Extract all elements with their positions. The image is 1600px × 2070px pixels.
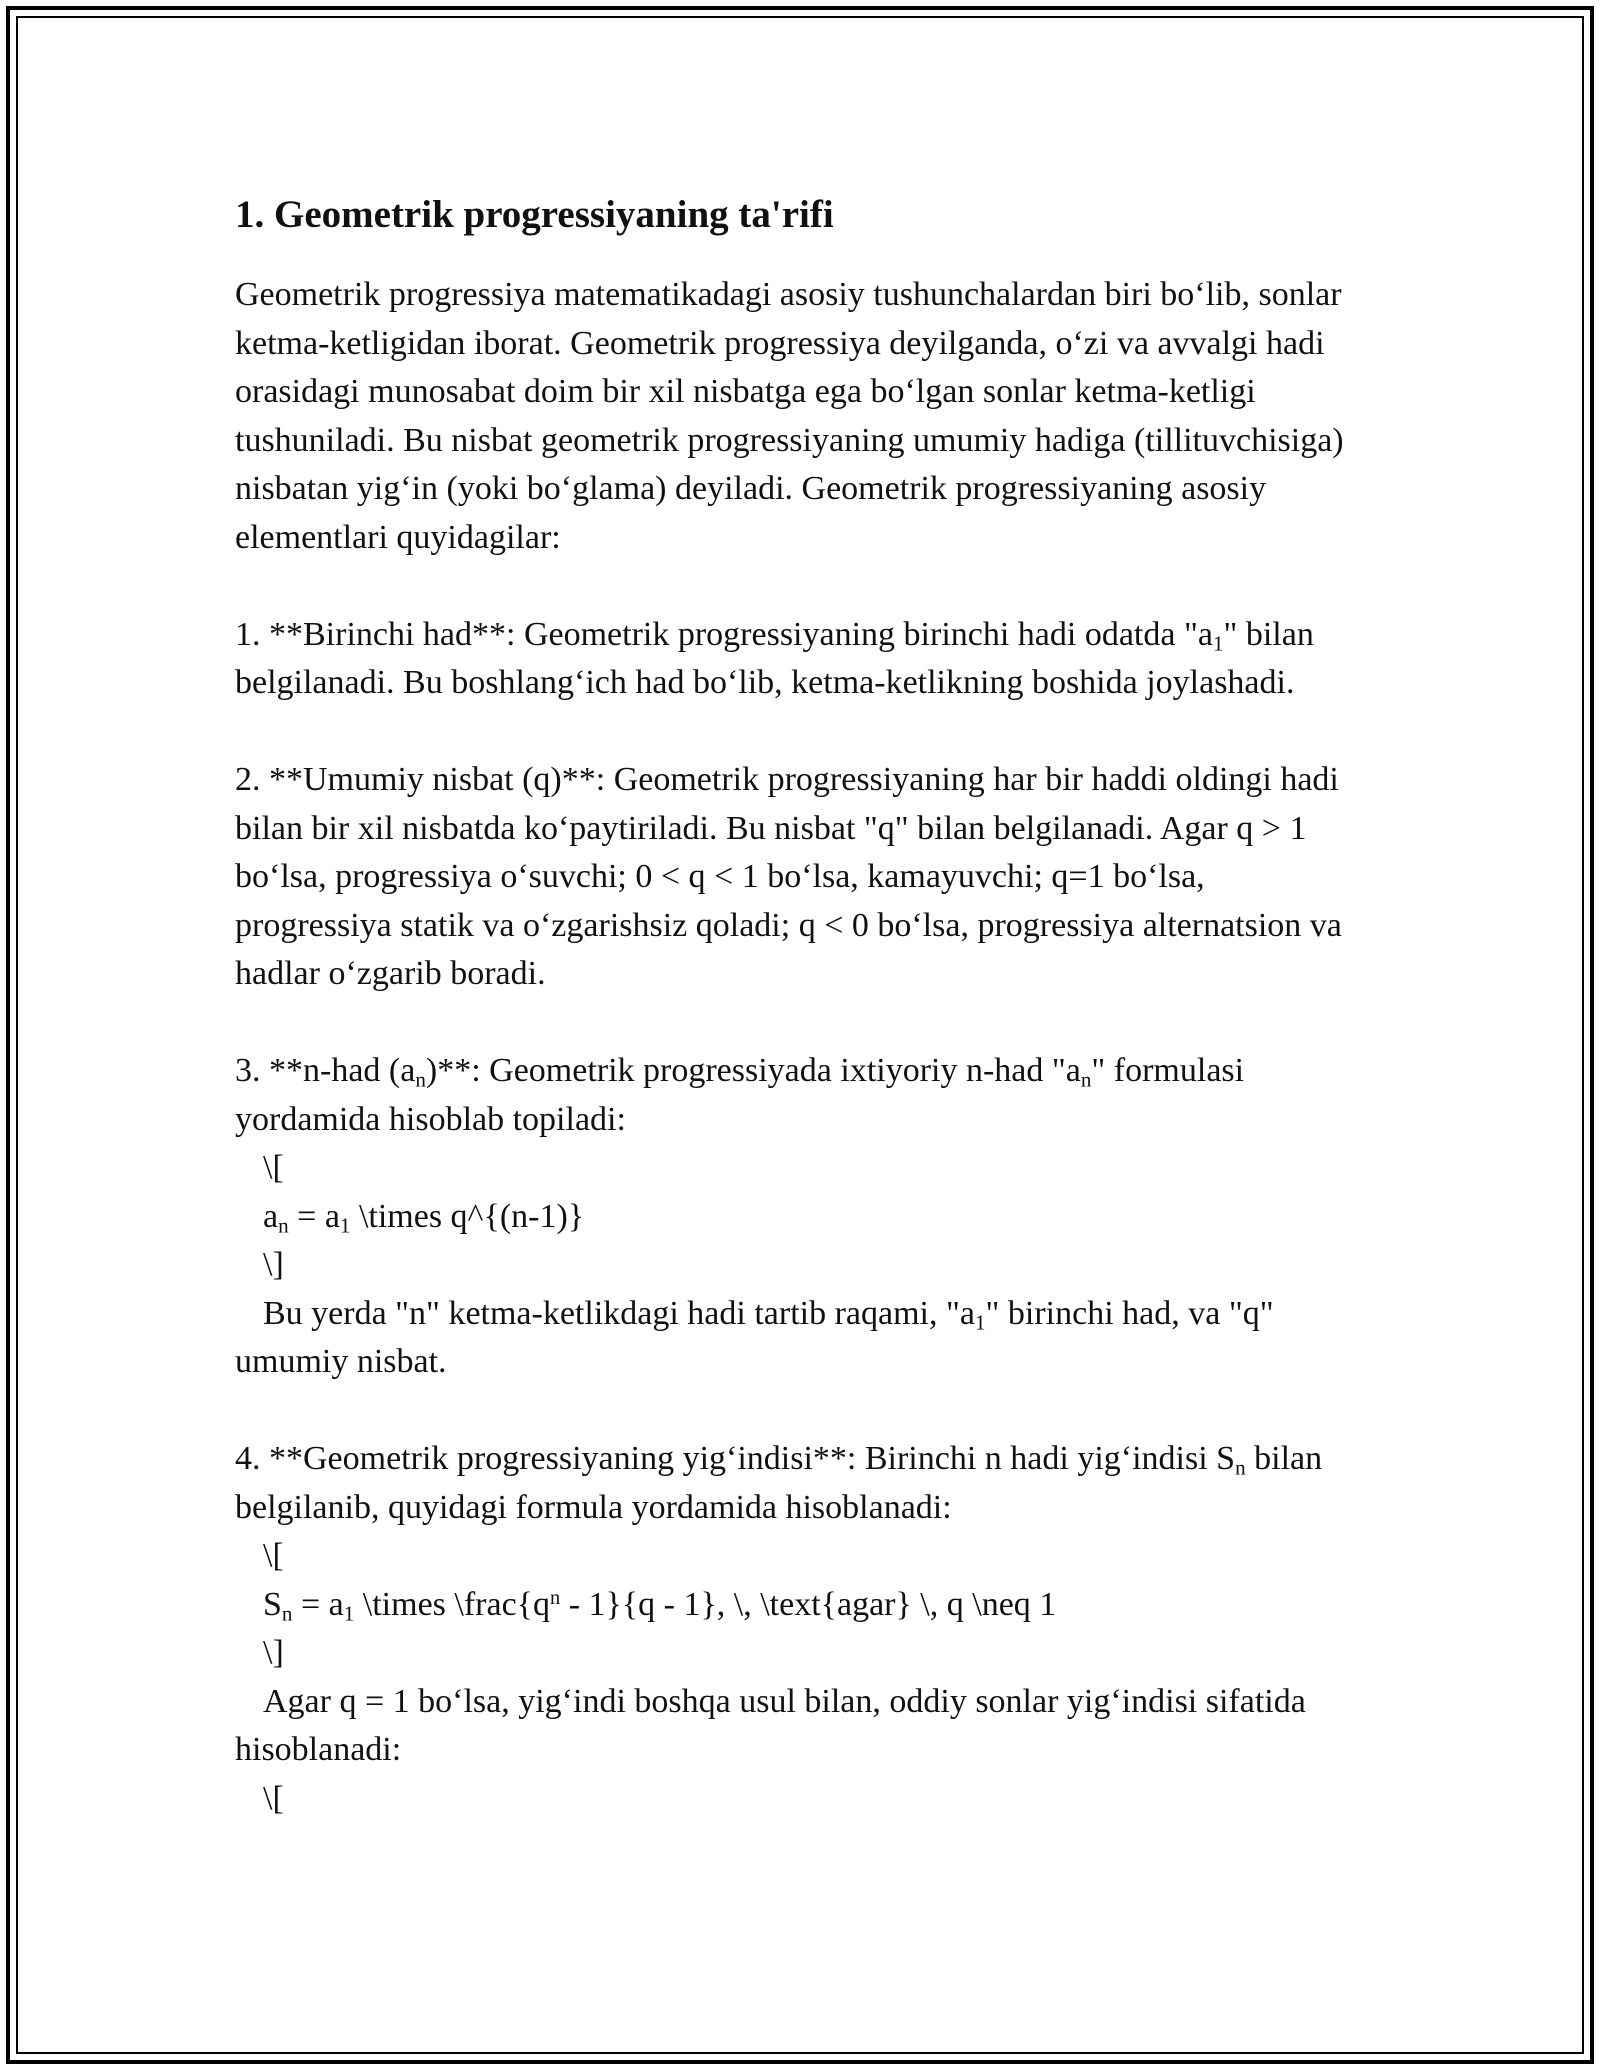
formula1-close: \] (263, 1246, 284, 1283)
item1-subscript: 1 (1212, 630, 1224, 655)
formula1-tail: \times q^{(n-1)} (350, 1197, 585, 1235)
formula2-tail: - 1}{q - 1}, \, \text{agar} \, q \neq 1 (560, 1585, 1057, 1623)
item-first-term (235, 611, 1365, 708)
formula1-eq: = a (288, 1197, 340, 1235)
formula1-open: \[ (263, 1149, 284, 1186)
item3-note (235, 1290, 1365, 1387)
item3-lead: 3. **n-had (a (235, 1052, 416, 1089)
item3-note-tail: " birinchi had, va "q" umumiy nisbat. (235, 1294, 1274, 1380)
formula2-eq: = a (292, 1585, 344, 1623)
formula2-body (235, 1581, 1365, 1630)
item4-note (235, 1678, 1365, 1775)
formula2-close: \] (263, 1634, 284, 1671)
formula2-sup-n: n (549, 1586, 561, 1609)
formula2-open: \[ (263, 1537, 284, 1574)
formula1-sub-n: n (278, 1212, 289, 1237)
item4-lead: 4. **Geometrik progressiyaning yig‘indisi**: Birinchi n hadi yig‘indisi S (235, 1440, 1236, 1477)
section-title: 1. Geometrik progressiyaning ta'rifi (235, 193, 834, 236)
formula2-sub-n: n (281, 1600, 293, 1625)
formula2-part: \times \frac{q (354, 1585, 550, 1623)
item4-tail: bilan belgilanib, quyidagi formula yordamida hisoblanadi: (235, 1440, 1323, 1526)
item-common-ratio: 2. **Umumiy nisbat (q)**: Geometrik progressiyaning har bir haddi oldingi hadi bilan bir xil nisbatda ko‘paytiriladi. Bu nisbat "q" bilan belgilanadi. Agar q > 1 bo‘lsa, progressiya o‘suvchi; 0 < q < 1 bo‘lsa, kamayuvchi; q=1 bo‘lsa, progressiya statik va o‘zgarishsiz qoladi; q < 0 bo‘lsa, progressiya alternatsion va hadlar o‘zgarib boradi. (235, 761, 1342, 992)
item3-sub-n-2: n (1080, 1067, 1092, 1092)
item1-lead: 1. **Birinchi had**: Geometrik progressiyaning birinchi hadi odatda "a (235, 615, 1213, 653)
formula1-sub-1: 1 (339, 1212, 351, 1237)
item3-note-sub: 1 (974, 1309, 986, 1334)
formula1-body (235, 1193, 1365, 1242)
formula2-sub-1: 1 (343, 1600, 355, 1625)
item3-sub-n: n (415, 1067, 426, 1092)
document-body (235, 185, 1365, 1823)
item4-note-text: Agar q = 1 bo‘lsa, yig‘indi boshqa usul bilan, oddiy sonlar yig‘indisi sifatida hisoblanadi: (235, 1682, 1306, 1768)
formula1-a: a (263, 1197, 279, 1235)
item-nth-term (235, 1047, 1365, 1144)
item-sum (235, 1435, 1365, 1532)
item4-sub-n: n (1235, 1455, 1246, 1480)
item3-note-lead: Bu yerda "n" ketma-ketlikdagi hadi tartib raqami, "a (263, 1294, 975, 1332)
intro-paragraph: Geometrik progressiya matematikadagi asosiy tushunchalardan biri bo‘lib, sonlar ketma-ketligidan iborat. Geometrik progressiya deyilganda, o‘zi va avvalgi hadi orasidagi munosabat doim bir xil nisbatga ega bo‘lgan sonlar ketma-ketligi tushuniladi. Bu nisbat geometrik progressiyaning umumiy hadiga (tillituvchisiga) nisbatan yig‘in (yoki bo‘glama) deyiladi. Geometrik progressiyaning asosiy elementlari quyidagilar: (235, 276, 1344, 556)
formula2-s: S (263, 1585, 282, 1623)
formula3-open: \[ (263, 1779, 284, 1817)
item3-tail: " formulasi yordamida hisoblab topiladi: (235, 1052, 1245, 1138)
item1-tail: " bilan belgilanadi. Bu boshlang‘ich had bo‘lib, ketma-ketlikning boshida joylashadi. (235, 615, 1314, 701)
item3-mid: )**: Geometrik progressiyada ixtiyoriy n-had "a (425, 1052, 1081, 1089)
